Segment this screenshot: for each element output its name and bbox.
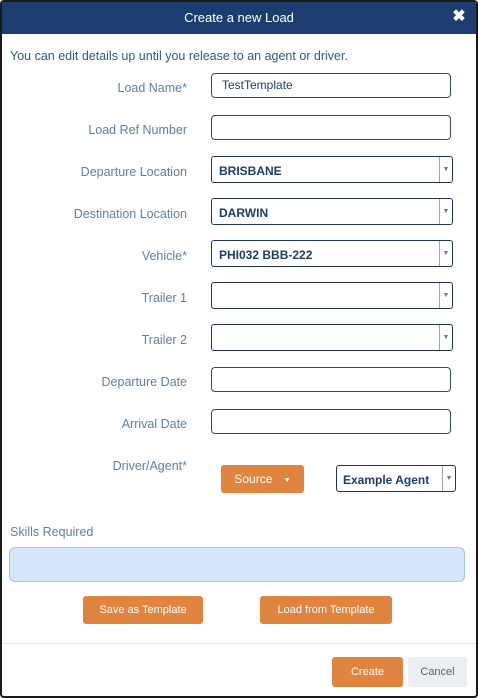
trailer1-label: Trailer 1 [141, 291, 187, 305]
departure-date-label: Departure Date [101, 375, 187, 389]
departure-date-input[interactable] [211, 367, 451, 392]
trailer2-select[interactable] [211, 324, 453, 351]
load-name-input[interactable]: TestTemplate [211, 73, 451, 98]
footer-divider [2, 643, 476, 644]
destination-location-label: Destination Location [73, 207, 187, 221]
source-dropdown-button[interactable] [221, 465, 304, 493]
arrival-date-label: Arrival Date [121, 417, 187, 431]
create-button[interactable]: Create [332, 657, 403, 687]
dialog-title: Create a new Load [184, 10, 294, 25]
load-ref-input[interactable] [211, 115, 451, 140]
driver-agent-label: Driver/Agent* [112, 459, 187, 473]
skills-label: Skills Required [10, 525, 94, 539]
vehicle-label: Vehicle* [141, 249, 187, 263]
caret-down-icon[interactable]: ▼ [439, 157, 452, 182]
caret-down-icon[interactable]: ▼ [439, 325, 452, 350]
load-from-template-button[interactable]: Load from Template [260, 596, 392, 624]
save-as-template-button[interactable]: Save as Template [83, 596, 203, 624]
caret-down-icon[interactable]: ▼ [439, 241, 452, 266]
departure-location-label: Departure Location [80, 165, 187, 179]
skills-input[interactable] [9, 547, 465, 582]
trailer2-label: Trailer 2 [141, 333, 187, 347]
intro-text: You can edit details up until you release to an agent or driver. [10, 49, 348, 63]
destination-location-select[interactable] [211, 198, 453, 225]
cancel-button[interactable]: Cancel [408, 657, 467, 687]
trailer1-select[interactable] [211, 282, 453, 309]
dialog-header [2, 2, 476, 34]
source-button-label: Source [234, 472, 273, 486]
agent-value: Example Agent [343, 473, 430, 487]
load-name-label: Load Name* [117, 81, 187, 95]
load-ref-label: Load Ref Number [88, 123, 187, 137]
destination-location-value: DARWIN [219, 206, 269, 220]
vehicle-value: PHI032 BBB-222 [219, 248, 313, 262]
caret-down-icon[interactable]: ▼ [439, 283, 452, 308]
departure-location-select[interactable] [211, 156, 453, 183]
caret-down-icon[interactable]: ▼ [442, 466, 455, 491]
agent-select[interactable] [336, 465, 456, 492]
arrival-date-input[interactable] [211, 409, 451, 434]
caret-down-icon[interactable]: ▼ [439, 199, 452, 224]
departure-location-value: BRISBANE [219, 164, 282, 178]
vehicle-select[interactable] [211, 240, 453, 267]
close-icon[interactable]: ✖ [452, 8, 466, 25]
caret-down-icon: ▼ [283, 477, 291, 484]
